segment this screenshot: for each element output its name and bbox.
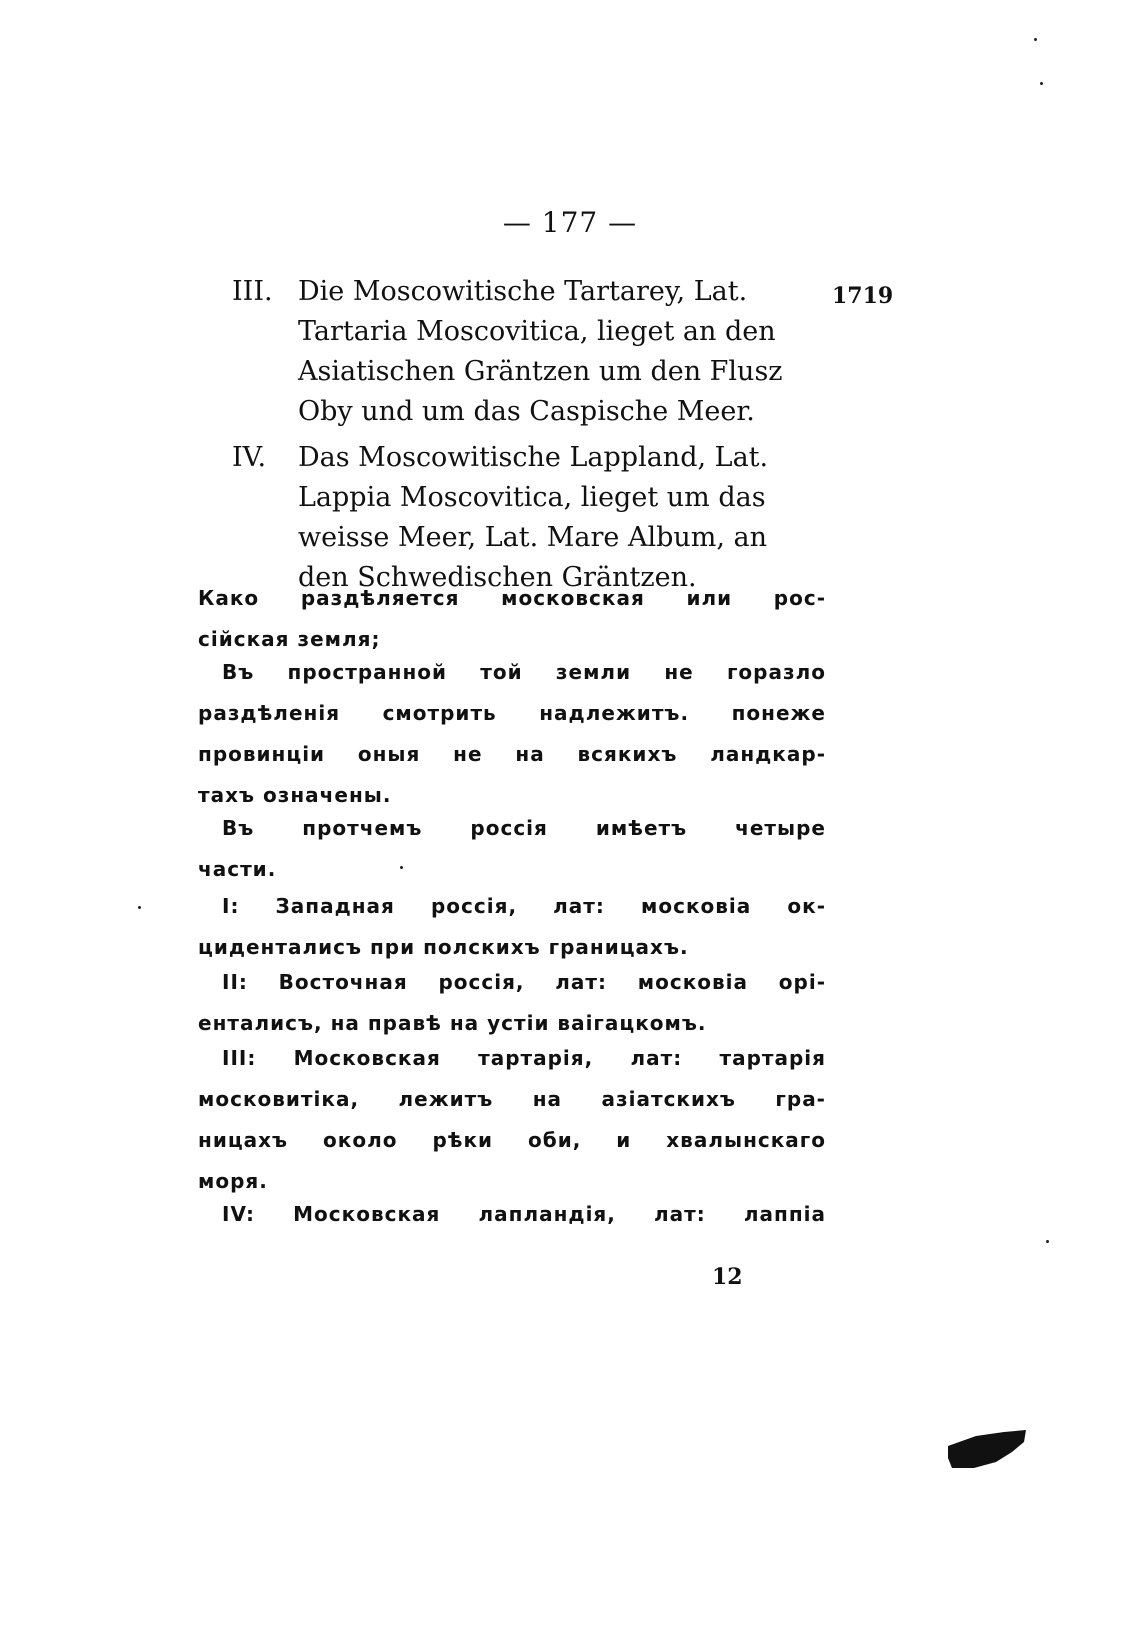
russian-answer-paragraph-2: [198, 808, 826, 890]
entry-line: Tartaria Moscovitica, lieget an den: [298, 316, 776, 347]
russian-part-2: [198, 962, 826, 1044]
scan-speck: [1040, 82, 1043, 85]
text-line: московитіка, лежитъ на азіатскихъ гра-: [198, 1087, 826, 1111]
russian-part-1: [198, 886, 826, 968]
entry-line: weisse Meer, Lat. Mare Album, an: [298, 522, 768, 553]
signature-mark: 12: [712, 1264, 743, 1290]
text-line: сійская земля;: [198, 627, 381, 651]
german-entry-3: [232, 272, 832, 432]
entry-line: den Schwedischen Gräntzen.: [298, 562, 697, 593]
text-line: части.: [198, 857, 277, 881]
entry-line: Lappia Moscovitica, lieget um das: [298, 482, 766, 513]
text-line: IV: Московская лапландія, лат: лаппіа: [222, 1202, 826, 1226]
text-line: I: Западная россія, лат: московіа ок-: [222, 894, 826, 918]
entry-numeral: IV.: [232, 442, 267, 473]
text-line: Како раздѣляется московская или рос-: [198, 586, 826, 610]
text-line: циденталисъ при полскихъ границахъ.: [198, 935, 689, 959]
ink-blot-icon: [946, 1428, 1028, 1470]
text-line: II: Восточная россія, лат: московіа орі-: [222, 970, 826, 994]
text-line: енталисъ, на правѣ на устіи ваігацкомъ.: [198, 1011, 707, 1035]
entry-line: Das Moscowitische Lappland, Lat.: [298, 442, 769, 473]
scan-speck: [138, 906, 141, 909]
scan-speck: [400, 866, 403, 869]
russian-part-3: [198, 1038, 826, 1202]
page-header: — 177 —: [502, 206, 638, 239]
russian-question: [198, 578, 826, 660]
text-line: провинціи оныя не на всякихъ ландкар-: [198, 742, 826, 766]
text-line: ницахъ около рѣки оби, и хвалынскаго: [198, 1128, 826, 1152]
text-line: Въ пространной той земли не горазло: [222, 660, 826, 684]
entry-numeral: III.: [232, 276, 273, 307]
text-line: моря.: [198, 1169, 268, 1193]
scan-speck: [1034, 38, 1037, 41]
german-entry-4: [232, 438, 832, 598]
text-line: III: Московская тартарія, лат: тартарія: [222, 1046, 826, 1070]
russian-answer-paragraph-1: [198, 652, 826, 816]
text-line: раздѣленія смотрить надлежитъ. понеже: [198, 701, 826, 725]
scan-speck: [1046, 1240, 1049, 1243]
entry-line: Oby und um das Caspische Meer.: [298, 396, 755, 427]
text-line: тахъ означены.: [198, 783, 392, 807]
entry-line: Die Moscowitische Tartarey, Lat.: [298, 276, 748, 307]
text-line: Въ протчемъ россія имѣетъ четыре: [222, 816, 826, 840]
entry-line: Asiatischen Gräntzen um den Flusz: [298, 356, 783, 387]
russian-part-4: [198, 1194, 826, 1235]
margin-year: 1719: [832, 283, 894, 309]
